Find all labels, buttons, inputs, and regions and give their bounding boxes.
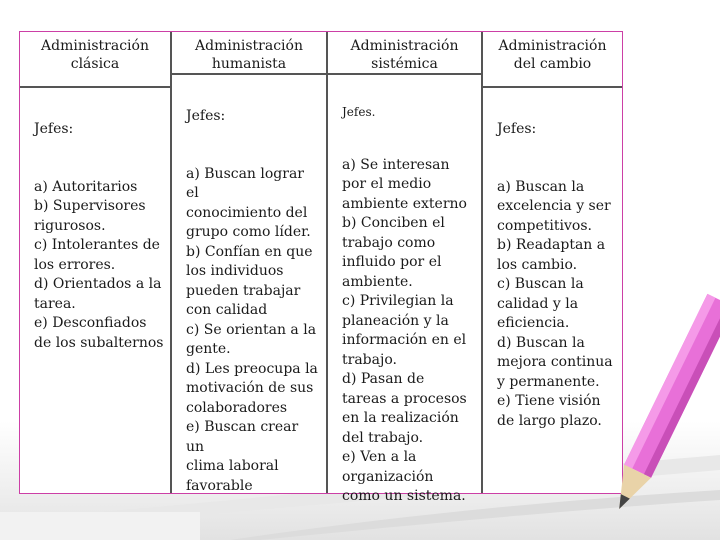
column-text: a) Se interesan por el medio ambiente externo b) Conciben el trabajo como influido por el ambiente. c) Privilegian la planeación y la información en el trabajo. d) Pasan de tareas a procesos en la realización del trabajo. e) Ven a la organización como un sistema. — [342, 156, 467, 504]
column-text: a) Buscan lograr el conocimiento del grupo como líder. b) Confían en que los individuos pueden trabajar con calidad c) Se orientan a la gente. d) Les preocupa la motivación de sus colaboradores e) Buscan crear un clima laboral favorable — [186, 165, 318, 494]
column-header: Administración humanista — [172, 32, 326, 75]
column-sistemica — [328, 32, 483, 504]
column-body — [20, 88, 170, 373]
column-body — [328, 75, 481, 526]
column-humanista — [172, 32, 328, 493]
column-lead: Jefes: — [34, 120, 74, 137]
comparison-table — [19, 31, 623, 504]
column-lead: Jefes: — [497, 120, 537, 137]
column-clasica — [20, 32, 172, 493]
column-header: Administración clásica — [20, 32, 170, 88]
column-header: Administración del cambio — [483, 32, 622, 88]
column-lead: Jefes: — [186, 107, 226, 124]
pencil-icon — [600, 280, 720, 540]
column-header: Administración sistémica — [328, 32, 481, 75]
column-text: a) Autoritarios b) Supervisores rigurosos. c) Intolerantes de los errores. d) Orientados a la tarea. e) Desconfiados de los subalternos — [34, 178, 164, 351]
column-body — [172, 75, 326, 516]
column-text: a) Buscan la excelencia y ser competitivos. b) Readaptan a los cambio. c) Buscan la calidad y la eficiencia. d) Buscan la mejora continua y permanente. e) Tiene visión de largo plazo. — [497, 178, 613, 429]
column-lead: Jefes. — [342, 104, 376, 119]
